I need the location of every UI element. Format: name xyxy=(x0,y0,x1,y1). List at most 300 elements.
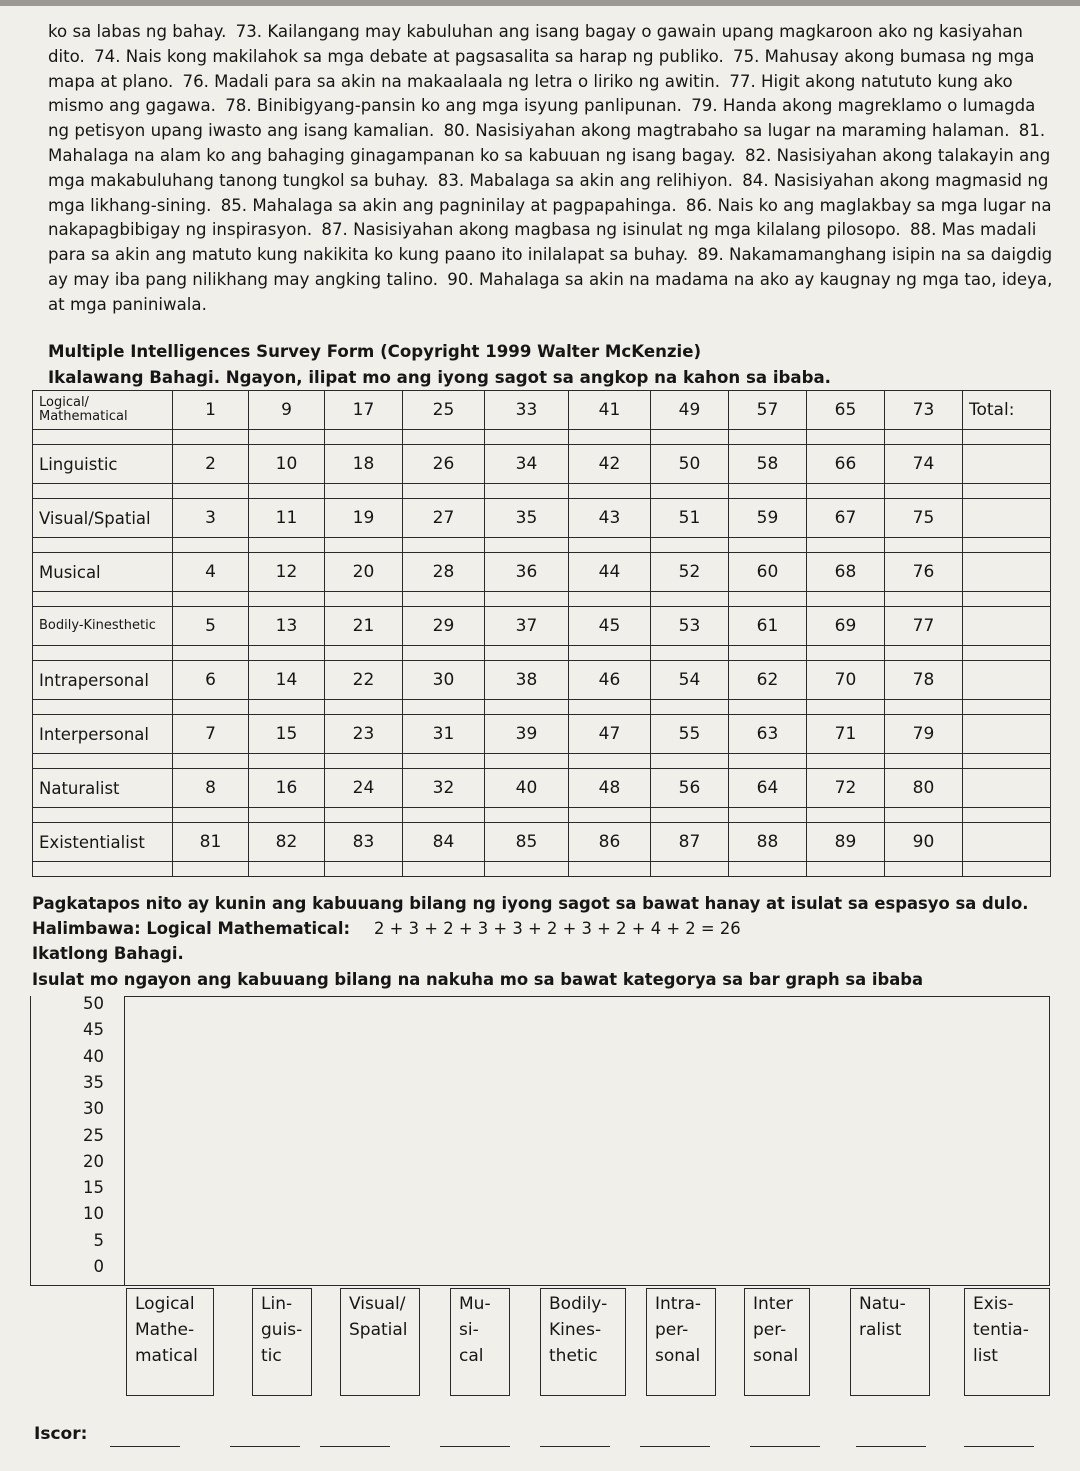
grid-number: 19 xyxy=(325,499,403,538)
grid-number: 28 xyxy=(403,553,485,592)
grid-answer-cell[interactable] xyxy=(173,808,249,823)
category-label: Mu- si- cal xyxy=(459,1294,491,1366)
grid-answer-cell[interactable] xyxy=(569,430,651,445)
grid-number: 58 xyxy=(729,445,807,484)
grid-number: 14 xyxy=(249,661,325,700)
grid-answer-cell[interactable] xyxy=(173,538,249,553)
grid-row xyxy=(33,661,1051,700)
grid-number: 15 xyxy=(249,715,325,754)
grid-number: 34 xyxy=(485,445,569,484)
grid-answer-cell[interactable] xyxy=(33,862,173,877)
example-line xyxy=(32,919,741,938)
grid-number: 40 xyxy=(485,769,569,808)
grid-answer-cell[interactable] xyxy=(807,808,885,823)
grid-category: Intrapersonal xyxy=(33,661,173,700)
grid-answer-cell[interactable] xyxy=(173,484,249,499)
grid-number: 90 xyxy=(885,823,963,862)
grid-row xyxy=(33,391,1051,430)
grid-number: 79 xyxy=(885,715,963,754)
y-tick-label: 35 xyxy=(83,1072,104,1092)
grid-row xyxy=(33,445,1051,484)
grid-number: 72 xyxy=(807,769,885,808)
grid-answer-cell[interactable] xyxy=(569,700,651,715)
grid-answer-cell[interactable] xyxy=(651,862,729,877)
grid-number: 61 xyxy=(729,607,807,646)
grid-answer-cell[interactable] xyxy=(807,538,885,553)
grid-answer-cell[interactable] xyxy=(807,700,885,715)
grid-number: 49 xyxy=(651,391,729,430)
grid-answer-cell[interactable] xyxy=(33,484,173,499)
grid-answer-cell[interactable] xyxy=(885,538,963,553)
grid-total-cell[interactable]: Total: xyxy=(963,391,1051,430)
grid-answer-cell[interactable] xyxy=(485,538,569,553)
grid-number: 52 xyxy=(651,553,729,592)
statement: 85. Mahalaga sa akin ang pagninilay at pagpapahinga. xyxy=(220,195,677,215)
grid-number: 83 xyxy=(325,823,403,862)
y-tick-label: 20 xyxy=(83,1151,104,1171)
grid-total-cell[interactable] xyxy=(963,553,1051,592)
grid-number: 75 xyxy=(885,499,963,538)
y-tick-label: 15 xyxy=(83,1178,104,1198)
grid-answer-row[interactable] xyxy=(33,754,1051,769)
grid-answer-cell[interactable] xyxy=(963,484,1051,499)
grid-answer-cell[interactable] xyxy=(963,808,1051,823)
grid-answer-cell[interactable] xyxy=(963,538,1051,553)
grid-total-cell[interactable] xyxy=(963,823,1051,862)
grid-answer-cell[interactable] xyxy=(963,592,1051,607)
grid-number: 5 xyxy=(173,607,249,646)
category-label: Exis- tentia- list xyxy=(973,1294,1029,1366)
grid-number: 4 xyxy=(173,553,249,592)
grid-number: 50 xyxy=(651,445,729,484)
grid-answer-row[interactable] xyxy=(33,592,1051,607)
grid-answer-cell[interactable] xyxy=(885,646,963,661)
grid-answer-cell[interactable] xyxy=(963,646,1051,661)
statement: 84. Nasisiyahan akong magmasid ng mga likhang-sining. xyxy=(48,170,1049,215)
statement: 87. Nasisiyahan akong magbasa ng isinulat ng mga kilalang pilosopo. xyxy=(321,220,901,240)
grid-total-cell[interactable] xyxy=(963,661,1051,700)
y-tick-label: 25 xyxy=(83,1125,104,1145)
grid-answer-cell[interactable] xyxy=(485,484,569,499)
grid-answer-cell[interactable] xyxy=(485,808,569,823)
grid-number: 2 xyxy=(173,445,249,484)
grid-number: 56 xyxy=(651,769,729,808)
category-box xyxy=(126,1288,214,1396)
score-blank[interactable] xyxy=(540,1446,610,1447)
grid-answer-cell[interactable] xyxy=(729,700,807,715)
after-table-instruction: Pagkatapos nito ay kunin ang kabuuang bilang ng iyong sagot sa bawat hanay at isulat sa espasyo sa dulo. xyxy=(32,894,1029,913)
grid-number: 67 xyxy=(807,499,885,538)
category-label: Logical Mathe- matical xyxy=(135,1294,198,1366)
grid-number: 7 xyxy=(173,715,249,754)
category-label: Lin- guis- tic xyxy=(261,1294,303,1366)
grid-number: 68 xyxy=(807,553,885,592)
category-box xyxy=(964,1288,1050,1396)
grid-answer-cell[interactable] xyxy=(33,808,173,823)
grid-number: 70 xyxy=(807,661,885,700)
example-calculation: 2 + 3 + 2 + 3 + 3 + 2 + 3 + 2 + 4 + 2 = 26 xyxy=(374,919,741,938)
grid-answer-cell[interactable] xyxy=(807,646,885,661)
grid-number: 23 xyxy=(325,715,403,754)
grid-number: 41 xyxy=(569,391,651,430)
grid-number: 87 xyxy=(651,823,729,862)
grid-answer-cell[interactable] xyxy=(485,646,569,661)
grid-answer-row[interactable] xyxy=(33,646,1051,661)
y-tick-label: 10 xyxy=(83,1204,104,1224)
statements-paragraph xyxy=(48,20,1053,318)
grid-row xyxy=(33,553,1051,592)
grid-number: 71 xyxy=(807,715,885,754)
grid-number: 53 xyxy=(651,607,729,646)
grid-number: 60 xyxy=(729,553,807,592)
grid-answer-cell[interactable] xyxy=(325,700,403,715)
grid-number: 84 xyxy=(403,823,485,862)
grid-answer-cell[interactable] xyxy=(569,808,651,823)
grid-number: 12 xyxy=(249,553,325,592)
grid-number: 81 xyxy=(173,823,249,862)
grid-number: 51 xyxy=(651,499,729,538)
score-blank[interactable] xyxy=(856,1446,926,1447)
grid-answer-cell[interactable] xyxy=(651,484,729,499)
grid-number: 13 xyxy=(249,607,325,646)
grid-answer-cell[interactable] xyxy=(729,484,807,499)
y-tick-label: 45 xyxy=(83,1020,104,1040)
grid-number: 46 xyxy=(569,661,651,700)
grid-total-cell[interactable] xyxy=(963,769,1051,808)
grid-number: 1 xyxy=(173,391,249,430)
grid-answer-cell[interactable] xyxy=(403,430,485,445)
grid-number: 64 xyxy=(729,769,807,808)
grid-number: 66 xyxy=(807,445,885,484)
score-label: Iscor: xyxy=(34,1424,88,1444)
grid-answer-cell[interactable] xyxy=(651,754,729,769)
grid-answer-cell[interactable] xyxy=(325,862,403,877)
grid-answer-row[interactable] xyxy=(33,808,1051,823)
grid-answer-cell[interactable] xyxy=(403,484,485,499)
grid-number: 36 xyxy=(485,553,569,592)
grid-answer-cell[interactable] xyxy=(651,700,729,715)
grid-answer-cell[interactable] xyxy=(729,862,807,877)
grid-answer-cell[interactable] xyxy=(963,862,1051,877)
y-tick-label: 40 xyxy=(83,1046,104,1066)
grid-number: 31 xyxy=(403,715,485,754)
category-box xyxy=(646,1288,716,1396)
grid-answer-cell[interactable] xyxy=(173,754,249,769)
grid-answer-cell[interactable] xyxy=(963,430,1051,445)
grid-answer-cell[interactable] xyxy=(569,538,651,553)
grid-answer-cell[interactable] xyxy=(885,430,963,445)
grid-answer-cell[interactable] xyxy=(963,754,1051,769)
grid-total-cell[interactable] xyxy=(963,445,1051,484)
statement: 89. Nakamamanghang isipin na sa daigdig ay may iba pang nilikhang may angking talino. xyxy=(48,245,1053,289)
grid-answer-cell[interactable] xyxy=(729,430,807,445)
grid-total-cell[interactable] xyxy=(963,715,1051,754)
grid-number: 42 xyxy=(569,445,651,484)
grid-answer-cell[interactable] xyxy=(249,484,325,499)
grid-answer-cell[interactable] xyxy=(173,700,249,715)
grid-answer-cell[interactable] xyxy=(651,808,729,823)
example-label: Halimbawa: Logical Mathematical: xyxy=(32,919,351,938)
grid-answer-cell[interactable] xyxy=(651,592,729,607)
grid-number: 89 xyxy=(807,823,885,862)
grid-total-cell[interactable] xyxy=(963,607,1051,646)
grid-answer-row[interactable] xyxy=(33,484,1051,499)
grid-answer-cell[interactable] xyxy=(249,754,325,769)
grid-answer-cell[interactable] xyxy=(569,592,651,607)
grid-answer-cell[interactable] xyxy=(807,754,885,769)
statement: 77. Higit akong natututo kung ako mismo ang gagawa. xyxy=(48,71,1013,116)
statement: 88. Mas madali para sa akin ang matuto kung nakikita ko kung paano ito inilalapat sa buhay. xyxy=(48,220,1037,265)
score-blank[interactable] xyxy=(640,1446,710,1447)
y-tick-label: 5 xyxy=(93,1230,104,1250)
grid-number: 11 xyxy=(249,499,325,538)
grid-answer-cell[interactable] xyxy=(403,754,485,769)
grid-answer-cell[interactable] xyxy=(651,538,729,553)
grid-number: 38 xyxy=(485,661,569,700)
y-tick-label: 50 xyxy=(83,994,104,1013)
statement: 74. Nais kong makilahok sa mga debate at pagsasalita sa harap ng publiko. xyxy=(94,46,724,66)
grid-answer-cell[interactable] xyxy=(485,862,569,877)
grid-answer-cell[interactable] xyxy=(403,538,485,553)
grid-answer-cell[interactable] xyxy=(729,538,807,553)
category-label: Bodily- Kines- thetic xyxy=(549,1294,608,1366)
grid-answer-cell[interactable] xyxy=(325,592,403,607)
grid-answer-cell[interactable] xyxy=(885,700,963,715)
grid-row xyxy=(33,715,1051,754)
grid-category: Bodily-Kinesthetic xyxy=(33,607,173,646)
grid-answer-cell[interactable] xyxy=(485,430,569,445)
grid-number: 82 xyxy=(249,823,325,862)
grid-answer-row[interactable] xyxy=(33,430,1051,445)
grid-number: 10 xyxy=(249,445,325,484)
grid-number: 63 xyxy=(729,715,807,754)
grid-number: 35 xyxy=(485,499,569,538)
score-blank[interactable] xyxy=(230,1446,300,1447)
statement: 82. Nasisiyahan akong talakayin ang mga makabuluhang tanong tungkol sa buhay. xyxy=(48,145,1051,190)
y-tick-label: 0 xyxy=(93,1257,104,1276)
grid-number: 80 xyxy=(885,769,963,808)
grid-answer-cell[interactable] xyxy=(569,862,651,877)
grid-answer-cell[interactable] xyxy=(325,430,403,445)
grid-answer-cell[interactable] xyxy=(173,430,249,445)
statement: 75. Mahusay akong bumasa ng mga mapa at plano. xyxy=(48,46,1035,91)
grid-number: 69 xyxy=(807,607,885,646)
bar-graph-area[interactable] xyxy=(124,996,1050,1286)
grid-answer-cell[interactable] xyxy=(33,754,173,769)
grid-answer-cell[interactable] xyxy=(569,484,651,499)
grid-answer-cell[interactable] xyxy=(33,700,173,715)
grid-answer-cell[interactable] xyxy=(325,538,403,553)
grid-answer-row[interactable] xyxy=(33,700,1051,715)
grid-answer-cell[interactable] xyxy=(249,430,325,445)
grid-number: 32 xyxy=(403,769,485,808)
grid-answer-cell[interactable] xyxy=(569,646,651,661)
grid-answer-cell[interactable] xyxy=(249,700,325,715)
grid-answer-cell[interactable] xyxy=(33,646,173,661)
statement: 83. Mabalaga sa akin ang relihiyon. xyxy=(437,170,733,190)
grid-number: 73 xyxy=(885,391,963,430)
grid-number: 27 xyxy=(403,499,485,538)
grid-answer-cell[interactable] xyxy=(885,754,963,769)
grid-answer-cell[interactable] xyxy=(729,808,807,823)
grid-number: 54 xyxy=(651,661,729,700)
scan-top-edge xyxy=(0,0,1080,6)
grid-answer-row[interactable] xyxy=(33,538,1051,553)
grid-number: 20 xyxy=(325,553,403,592)
grid-answer-cell[interactable] xyxy=(325,808,403,823)
grid-number: 21 xyxy=(325,607,403,646)
grid-answer-cell[interactable] xyxy=(729,592,807,607)
grid-answer-cell[interactable] xyxy=(403,646,485,661)
grid-answer-cell[interactable] xyxy=(249,808,325,823)
grid-number: 26 xyxy=(403,445,485,484)
statement: 90. Mahalaga sa akin na madama na ako ay kaugnay ng mga tao, ideya, at mga paniniwala. xyxy=(48,269,1053,314)
survey-title: Multiple Intelligences Survey Form (Copyright 1999 Walter McKenzie) xyxy=(48,342,702,361)
grid-row xyxy=(33,823,1051,862)
grid-number: 88 xyxy=(729,823,807,862)
grid-answer-cell[interactable] xyxy=(249,538,325,553)
category-label: Natu- ralist xyxy=(859,1294,906,1340)
grid-number: 30 xyxy=(403,661,485,700)
statement: 86. Nais ko ang maglakbay sa mga lugar na nakapagbibigay ng inspirasyon. xyxy=(48,195,1052,240)
grid-answer-cell[interactable] xyxy=(729,754,807,769)
statement: 73. Kailangang may kabuluhan ang isang bagay o gawain upang magkaroon ako ng kasiyahan dito. xyxy=(48,22,1023,66)
grid-answer-cell[interactable] xyxy=(403,862,485,877)
grid-number: 77 xyxy=(885,607,963,646)
grid-answer-cell[interactable] xyxy=(33,538,173,553)
grid-answer-cell[interactable] xyxy=(885,862,963,877)
grid-number: 62 xyxy=(729,661,807,700)
grid-number: 47 xyxy=(569,715,651,754)
grid-answer-cell[interactable] xyxy=(33,592,173,607)
grid-answer-cell[interactable] xyxy=(249,592,325,607)
score-blank[interactable] xyxy=(750,1446,820,1447)
category-box xyxy=(252,1288,312,1396)
grid-total-cell[interactable] xyxy=(963,499,1051,538)
grid-row xyxy=(33,499,1051,538)
category-label: Visual/ Spatial xyxy=(349,1294,408,1340)
grid-answer-cell[interactable] xyxy=(173,592,249,607)
statement: 78. Binibigyang-pansin ko ang mga isyung panlipunan. xyxy=(225,96,682,116)
grid-answer-cell[interactable] xyxy=(173,862,249,877)
score-blank[interactable] xyxy=(320,1446,390,1447)
grid-number: 17 xyxy=(325,391,403,430)
grid-answer-cell[interactable] xyxy=(807,862,885,877)
grid-answer-cell[interactable] xyxy=(807,592,885,607)
statement: 79. Handa akong magreklamo o lumagda ng petisyon upang iwasto ang isang kamalian. xyxy=(48,96,1036,141)
grid-number: 65 xyxy=(807,391,885,430)
category-label: Intra- per- sonal xyxy=(655,1294,701,1366)
grid-answer-cell[interactable] xyxy=(569,754,651,769)
statement: ko sa labas ng bahay. xyxy=(48,22,227,41)
grid-number: 3 xyxy=(173,499,249,538)
grid-number: 18 xyxy=(325,445,403,484)
answer-grid xyxy=(32,390,1051,877)
statement: 80. Nasisiyahan akong magtrabaho sa lugar na maraming halaman. xyxy=(443,121,1010,141)
grid-number: 8 xyxy=(173,769,249,808)
grid-answer-cell[interactable] xyxy=(885,808,963,823)
grid-row xyxy=(33,607,1051,646)
grid-number: 29 xyxy=(403,607,485,646)
y-tick-label: 30 xyxy=(83,1099,104,1119)
grid-answer-cell[interactable] xyxy=(403,808,485,823)
grid-answer-cell[interactable] xyxy=(403,700,485,715)
grid-category: Logical/ Mathematical xyxy=(33,391,173,430)
grid-number: 33 xyxy=(485,391,569,430)
grid-answer-cell[interactable] xyxy=(807,430,885,445)
category-box xyxy=(450,1288,510,1396)
grid-answer-row[interactable] xyxy=(33,862,1051,877)
grid-number: 78 xyxy=(885,661,963,700)
grid-answer-cell[interactable] xyxy=(885,592,963,607)
grid-number: 39 xyxy=(485,715,569,754)
grid-number: 43 xyxy=(569,499,651,538)
grid-category: Linguistic xyxy=(33,445,173,484)
part2-instruction: Ikalawang Bahagi. Ngayon, ilipat mo ang iyong sagot sa angkop na kahon sa ibaba. xyxy=(48,368,831,387)
grid-answer-cell[interactable] xyxy=(885,484,963,499)
category-box xyxy=(540,1288,626,1396)
grid-answer-cell[interactable] xyxy=(173,646,249,661)
grid-answer-cell[interactable] xyxy=(485,592,569,607)
part3-instruction: Isulat mo ngayon ang kabuuang bilang na nakuha mo sa bawat kategorya sa bar graph sa ibaba xyxy=(32,970,924,989)
grid-number: 74 xyxy=(885,445,963,484)
grid-number: 59 xyxy=(729,499,807,538)
grid-answer-cell[interactable] xyxy=(963,700,1051,715)
grid-number: 85 xyxy=(485,823,569,862)
grid-category: Naturalist xyxy=(33,769,173,808)
grid-number: 6 xyxy=(173,661,249,700)
grid-answer-cell[interactable] xyxy=(651,430,729,445)
grid-number: 55 xyxy=(651,715,729,754)
grid-answer-cell[interactable] xyxy=(651,646,729,661)
grid-answer-cell[interactable] xyxy=(485,700,569,715)
grid-number: 48 xyxy=(569,769,651,808)
grid-answer-cell[interactable] xyxy=(729,646,807,661)
grid-number: 9 xyxy=(249,391,325,430)
grid-number: 76 xyxy=(885,553,963,592)
category-box xyxy=(744,1288,810,1396)
category-box xyxy=(850,1288,930,1396)
statement: 81. Mahalaga na alam ko ang bahaging ginagampanan ko sa kabuuan ng isang bagay. xyxy=(48,121,1046,165)
grid-number: 37 xyxy=(485,607,569,646)
score-blank[interactable] xyxy=(964,1446,1034,1447)
grid-answer-cell[interactable] xyxy=(249,646,325,661)
grid-number: 86 xyxy=(569,823,651,862)
grid-answer-cell[interactable] xyxy=(325,754,403,769)
grid-category: Interpersonal xyxy=(33,715,173,754)
grid-answer-cell[interactable] xyxy=(325,484,403,499)
grid-number: 57 xyxy=(729,391,807,430)
category-box xyxy=(340,1288,420,1396)
statement: 76. Madali para sa akin na makaalaala ng letra o liriko ng awitin. xyxy=(182,71,721,91)
grid-answer-cell[interactable] xyxy=(403,592,485,607)
grid-category: Visual/Spatial xyxy=(33,499,173,538)
grid-number: 45 xyxy=(569,607,651,646)
grid-answer-cell[interactable] xyxy=(33,430,173,445)
score-blank[interactable] xyxy=(440,1446,510,1447)
grid-number: 44 xyxy=(569,553,651,592)
grid-answer-cell[interactable] xyxy=(325,646,403,661)
score-blank[interactable] xyxy=(110,1446,180,1447)
grid-category: Musical xyxy=(33,553,173,592)
grid-number: 25 xyxy=(403,391,485,430)
grid-category: Existentialist xyxy=(33,823,173,862)
part3-title: Ikatlong Bahagi. xyxy=(32,944,184,963)
grid-answer-cell[interactable] xyxy=(807,484,885,499)
grid-answer-cell[interactable] xyxy=(485,754,569,769)
grid-answer-cell[interactable] xyxy=(249,862,325,877)
grid-row xyxy=(33,769,1051,808)
